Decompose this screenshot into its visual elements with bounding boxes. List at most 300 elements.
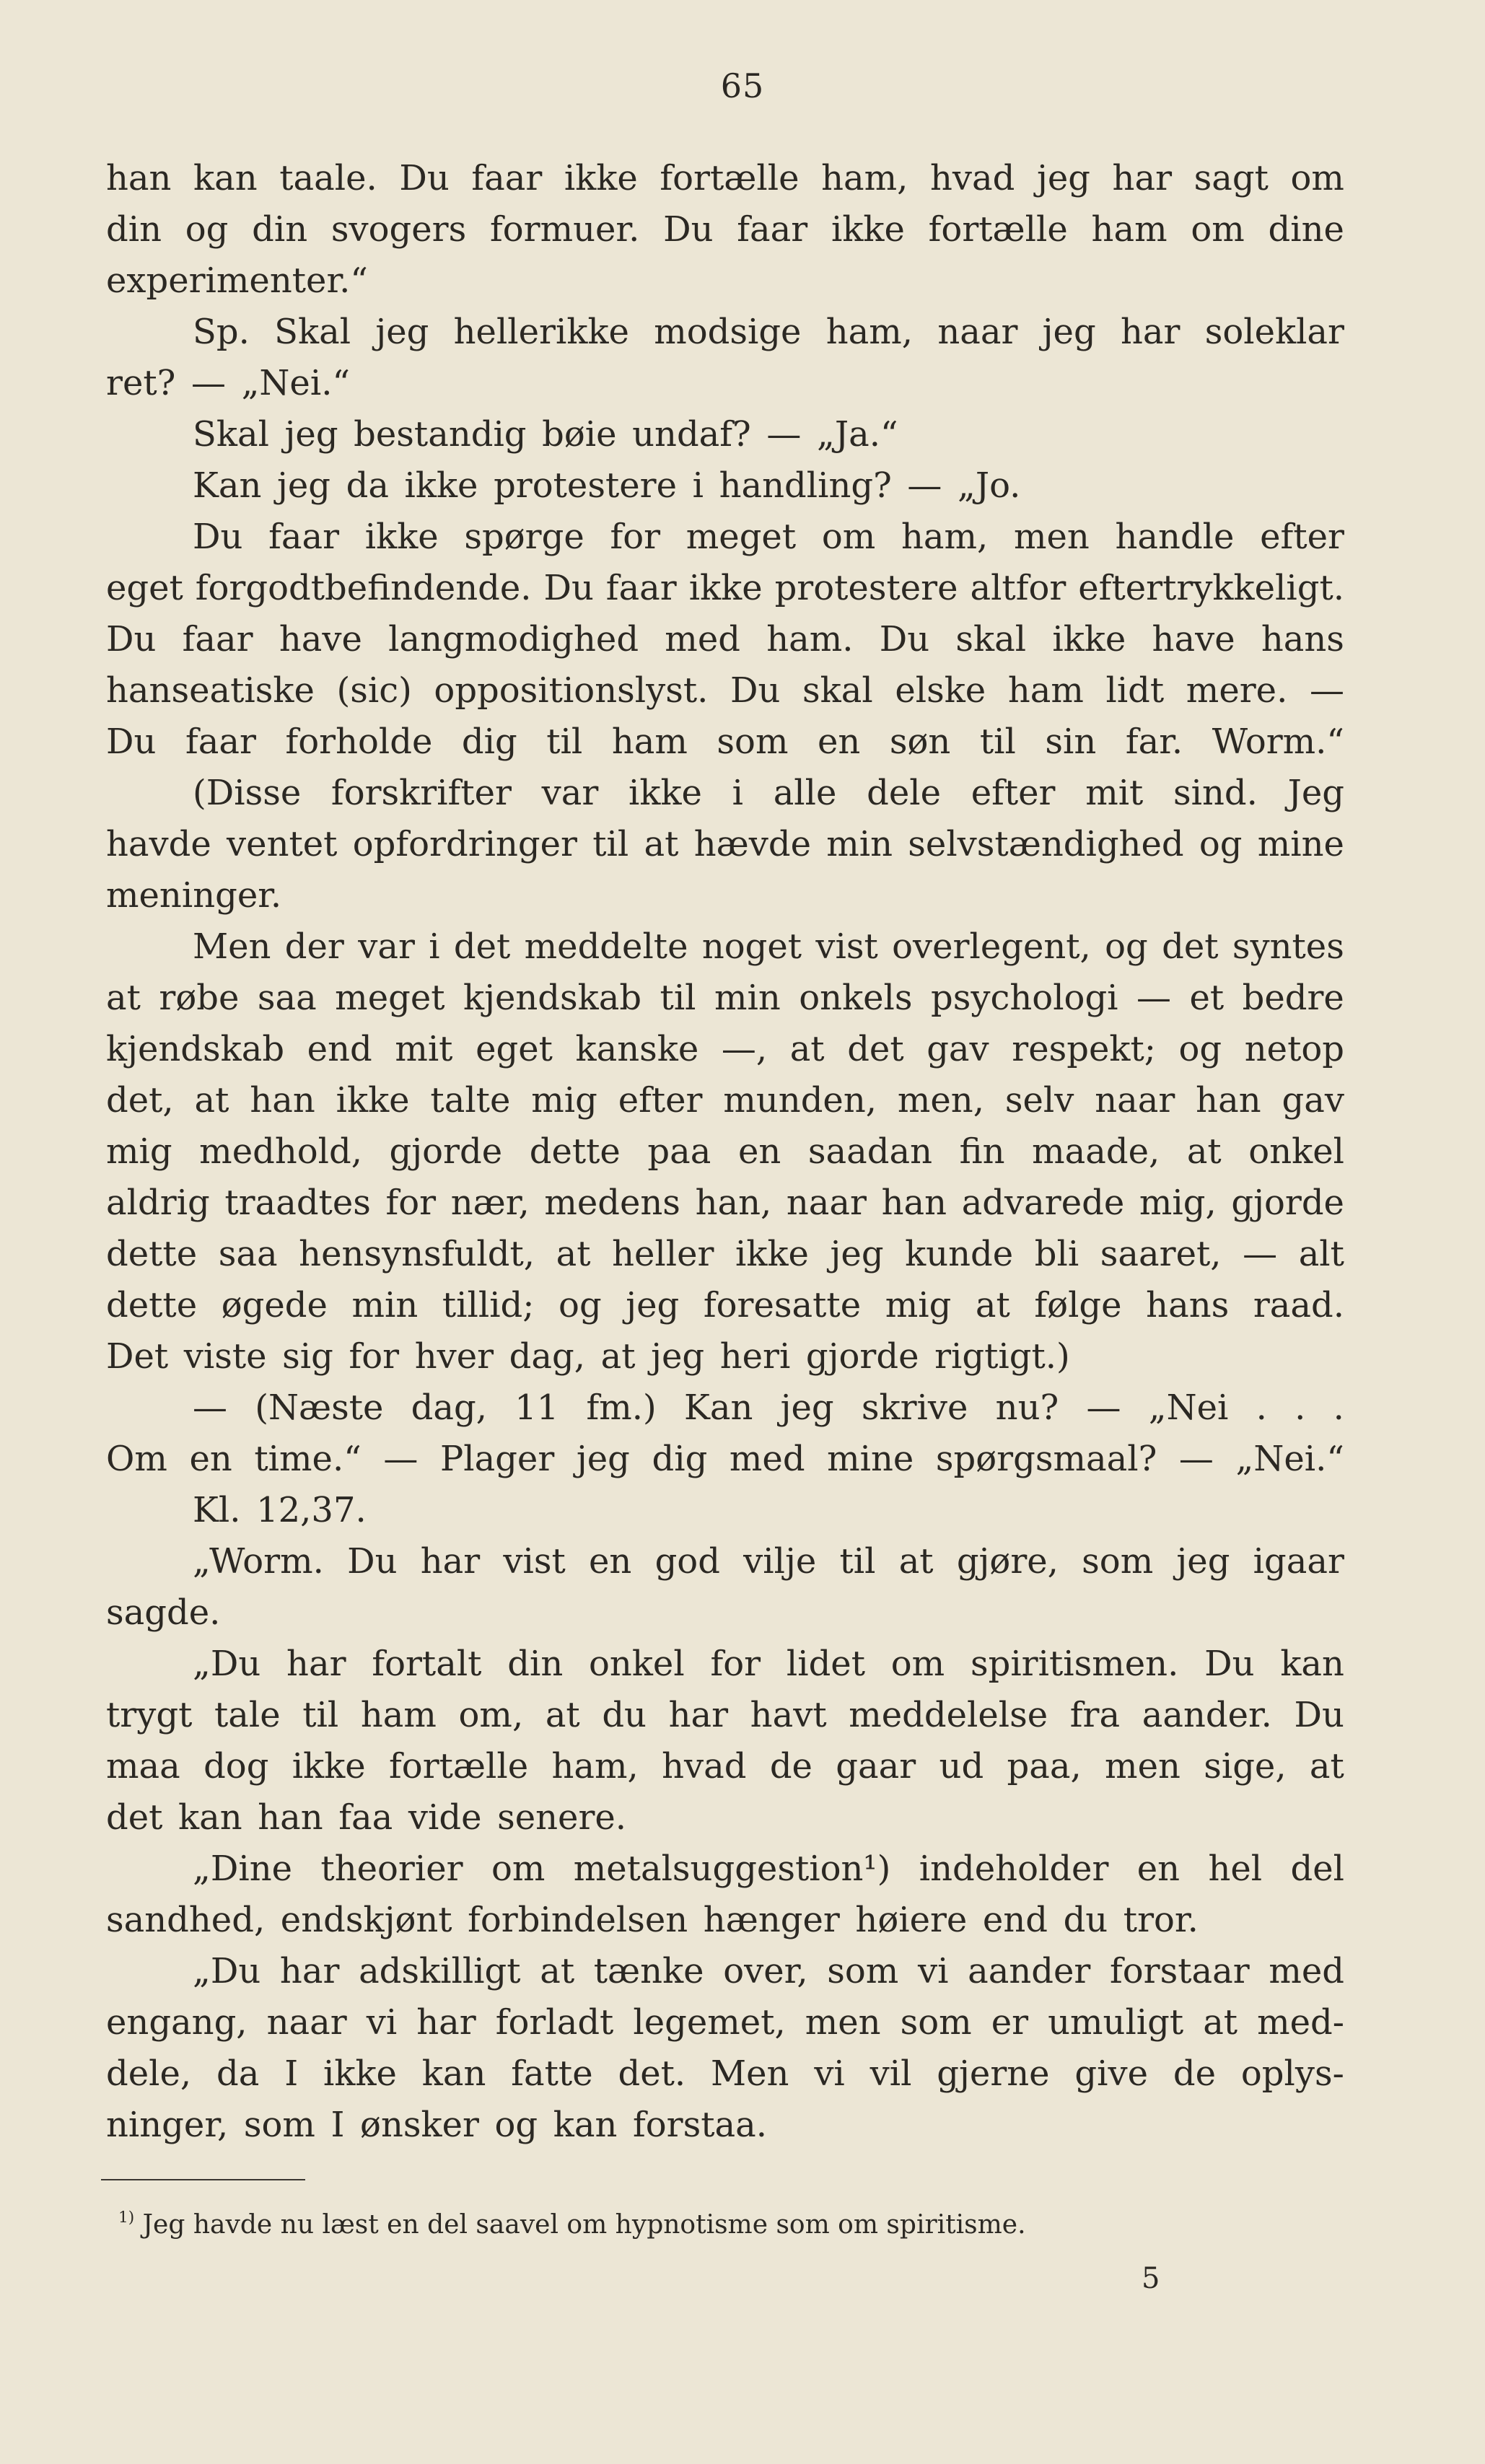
word: mig,	[1139, 1183, 1217, 1223]
word: —	[1136, 978, 1171, 1018]
word: spørgsmaal?	[935, 1439, 1157, 1479]
word: Plager	[439, 1439, 555, 1479]
word: advarede	[961, 1183, 1125, 1223]
word: dag,	[509, 1336, 585, 1377]
text-line	[106, 204, 1344, 255]
word: jeg	[375, 312, 429, 352]
word: kan	[193, 158, 258, 198]
word: spiritismen.	[970, 1644, 1179, 1684]
word: det	[453, 926, 511, 967]
word: en	[818, 722, 861, 762]
word: eget	[106, 568, 183, 608]
word: nær,	[450, 1183, 530, 1223]
word: „Nei.“	[1235, 1439, 1344, 1479]
word: vist	[503, 1541, 566, 1582]
word: øgede	[221, 1285, 328, 1325]
word: vide	[408, 1797, 482, 1838]
word: at	[1309, 1746, 1344, 1786]
word: at	[106, 978, 141, 1018]
word: men	[1105, 1746, 1180, 1786]
word: sagt	[1193, 158, 1269, 198]
word: ikke	[628, 773, 702, 813]
word: sige,	[1204, 1746, 1287, 1786]
word: Worm.“	[1212, 722, 1344, 762]
word: —	[1086, 1387, 1121, 1428]
word: Men	[193, 926, 271, 967]
word: ham	[611, 722, 688, 762]
text-line	[106, 1382, 1344, 1434]
word: har	[286, 1644, 346, 1684]
word: meddelelse	[849, 1695, 1048, 1735]
word: hvad	[662, 1746, 747, 1786]
word: tale	[214, 1695, 281, 1735]
text-line	[106, 409, 1344, 460]
word: ikke	[735, 1234, 809, 1274]
word: —	[907, 465, 942, 506]
text-line	[106, 716, 1344, 768]
word: Men	[711, 2053, 789, 2094]
word: han,	[695, 1183, 772, 1223]
word: mine	[827, 1439, 914, 1479]
word: gjorde	[389, 1131, 503, 1172]
word: til	[839, 1541, 876, 1582]
word: fortælle	[928, 209, 1068, 250]
text-line	[106, 1997, 1344, 2048]
word: indeholder	[919, 1849, 1109, 1889]
word: Det	[106, 1336, 169, 1377]
word: paa,	[1007, 1746, 1082, 1786]
word: onkel	[1248, 1131, 1344, 1172]
text-line	[106, 973, 1344, 1024]
text-line	[106, 460, 1344, 512]
word: om	[1191, 209, 1245, 250]
word: meddelte	[524, 926, 688, 967]
word: Du	[347, 1541, 398, 1582]
text-line	[106, 1536, 1344, 1587]
word: faar	[471, 158, 543, 198]
word: efter	[1260, 517, 1344, 557]
word: hanseatiske	[106, 670, 315, 711]
word: raad.	[1253, 1285, 1344, 1325]
word: har	[1120, 312, 1180, 352]
word: hver	[414, 1336, 494, 1377]
word: fortalt	[372, 1644, 482, 1684]
word: det.	[618, 2053, 686, 2094]
word: eftertrykkeligt.	[1078, 568, 1344, 608]
footnote-divider	[101, 2179, 305, 2180]
word: senere.	[497, 1797, 627, 1838]
word: kjendskab	[463, 978, 642, 1018]
word: „Nei.“	[241, 363, 350, 403]
word: det,	[106, 1080, 174, 1121]
word: en	[1136, 1849, 1180, 1889]
word: hans	[1146, 1285, 1230, 1325]
word: kanske	[575, 1029, 699, 1069]
word: til	[592, 824, 629, 864]
word: tror.	[1123, 1900, 1199, 1940]
word: protestere	[774, 568, 958, 608]
word: bøie	[542, 414, 617, 455]
word: faar	[737, 209, 808, 250]
word: dine	[1268, 209, 1344, 250]
word: „Du	[193, 1951, 261, 1991]
word: han	[881, 1183, 947, 1223]
text-line	[106, 1639, 1344, 1690]
word: for	[710, 1644, 761, 1684]
word: forbindelsen	[468, 1900, 688, 1940]
word: dig	[461, 722, 517, 762]
word: jeg	[830, 1234, 884, 1274]
word: mig	[885, 1285, 952, 1325]
word: aldrig	[106, 1183, 210, 1223]
text-line	[106, 768, 1344, 819]
word: opfordringer	[352, 824, 577, 864]
word: legemet,	[633, 2002, 786, 2043]
word: sind.	[1173, 773, 1258, 813]
word: munden,	[723, 1080, 877, 1121]
word: da	[216, 2053, 260, 2094]
word: og	[494, 2105, 538, 2145]
word: oppositionslyst.	[434, 670, 709, 711]
word: skrive	[861, 1387, 968, 1428]
word: fin	[959, 1131, 1005, 1172]
word: mit	[395, 1029, 453, 1069]
word: til	[302, 1695, 339, 1735]
word: naar	[937, 312, 1018, 352]
word: men	[1013, 517, 1090, 557]
word: hævde	[693, 824, 811, 864]
word: end	[307, 1029, 372, 1069]
word: faar	[185, 722, 256, 762]
word: Du	[879, 619, 930, 659]
word: har	[1112, 158, 1173, 198]
word: give	[1074, 2053, 1149, 2094]
word: fatte	[511, 2053, 593, 2094]
footnote-text: Jeg havde nu læst en del saavel om hypnotisme som om spiritisme.	[142, 2210, 1026, 2240]
text-line	[106, 1843, 1344, 1895]
word: du	[1063, 1900, 1108, 1940]
word: Du	[543, 568, 594, 608]
word: faar	[182, 619, 253, 659]
word: del	[1290, 1849, 1344, 1889]
word: netop	[1244, 1029, 1344, 1069]
word: hel	[1208, 1849, 1263, 1889]
text-line	[106, 1280, 1344, 1331]
word: viste	[183, 1336, 267, 1377]
word: ham	[360, 1695, 437, 1735]
word: Du	[1294, 1695, 1344, 1735]
word: han	[258, 1797, 323, 1838]
word: ikke	[564, 158, 638, 198]
word: Du	[193, 517, 243, 557]
word: noget	[701, 926, 802, 967]
footnote-marker: 1)	[118, 2208, 135, 2227]
word: mine	[1257, 824, 1344, 864]
word: jeg	[276, 465, 330, 506]
word: ham,	[551, 1746, 639, 1786]
word: altfor	[970, 568, 1066, 608]
word: I	[284, 2053, 299, 2094]
word: naar	[1095, 1080, 1175, 1121]
word: (Disse	[193, 773, 302, 813]
word: hænger	[703, 1900, 840, 1940]
text-line	[106, 1024, 1344, 1075]
word: en	[589, 1541, 632, 1582]
word: det	[106, 1797, 163, 1838]
word: taale.	[279, 158, 377, 198]
word: .	[1295, 1387, 1306, 1428]
word: der	[284, 926, 344, 967]
word: høiere	[855, 1900, 968, 1940]
word: dog	[203, 1746, 269, 1786]
word: —	[193, 1387, 227, 1428]
word: adskilligt	[359, 1951, 521, 1991]
word: syntes	[1232, 926, 1344, 967]
word: i	[732, 773, 743, 813]
word: onkel	[589, 1644, 685, 1684]
word: Skal	[274, 312, 351, 352]
word: rigtigt.)	[934, 1336, 1070, 1377]
word: mig	[531, 1080, 597, 1121]
word: at	[644, 824, 679, 864]
word: endskjønt	[280, 1900, 452, 1940]
text-line	[106, 358, 1344, 409]
word: kan	[421, 2053, 486, 2094]
word: at	[1186, 1131, 1222, 1172]
word: alle	[773, 773, 837, 813]
word: at	[556, 1234, 591, 1274]
word: ikke	[404, 465, 478, 506]
word: med	[665, 619, 740, 659]
word: medhold,	[199, 1131, 362, 1172]
text-line	[106, 2048, 1344, 2100]
word: i	[429, 926, 440, 967]
word: forskrifter	[330, 773, 512, 813]
word: fm.)	[586, 1387, 657, 1428]
word: de	[769, 1746, 812, 1786]
word: ikke	[323, 2053, 397, 2094]
word: gjøre,	[956, 1541, 1059, 1582]
word: kunde	[905, 1234, 1014, 1274]
word: om	[1290, 158, 1344, 198]
word: dele,	[106, 2053, 192, 2094]
word: at	[545, 1695, 580, 1735]
word: selvstændighed	[908, 824, 1184, 864]
word: forladt	[495, 2002, 614, 2043]
word: medens	[544, 1183, 680, 1223]
word: protestere	[494, 465, 678, 506]
word: det	[847, 1029, 904, 1069]
word: „Nei	[1148, 1387, 1229, 1428]
word: langmodighed	[388, 619, 639, 659]
word: da	[346, 465, 389, 506]
word: saaret,	[1100, 1234, 1222, 1274]
word: faar	[605, 568, 677, 608]
word: Du	[399, 158, 450, 198]
word: experimenter.“	[106, 260, 368, 301]
word: skal	[802, 670, 873, 711]
word: fra	[1069, 1695, 1121, 1735]
word: overlegent,	[892, 926, 1091, 967]
word: jeg	[284, 414, 338, 455]
word: hans	[1261, 619, 1344, 659]
word: nu?	[995, 1387, 1059, 1428]
word: dig	[652, 1439, 708, 1479]
text-line	[106, 1485, 1344, 1536]
word: følge	[1034, 1285, 1122, 1325]
word: har	[668, 1695, 729, 1735]
word: vil	[869, 2053, 912, 2094]
word: kan	[553, 2105, 618, 2145]
word: jeg	[651, 1336, 705, 1377]
word: han	[106, 158, 172, 198]
word: min	[826, 824, 893, 864]
word: som	[1082, 1541, 1154, 1582]
word: skal	[955, 619, 1027, 659]
word: Om	[106, 1439, 167, 1479]
word: —	[1243, 1234, 1278, 1274]
word: ham,	[901, 517, 989, 557]
word: —	[190, 363, 226, 403]
word: hvad	[929, 158, 1015, 198]
word: elske	[895, 670, 986, 711]
word: selv	[1004, 1080, 1074, 1121]
word: var	[541, 773, 599, 813]
word: mit	[1085, 773, 1144, 813]
word: og	[1105, 926, 1148, 967]
word: har	[420, 1541, 481, 1582]
word: om,	[458, 1695, 524, 1735]
word: jeg	[1036, 158, 1090, 198]
word: hensynsfuldt,	[299, 1234, 535, 1274]
word: ninger,	[106, 2105, 229, 2145]
word: til	[660, 978, 696, 1018]
printer-signature-mark: 5	[1142, 2262, 1160, 2295]
word: gjerne	[937, 2053, 1050, 2094]
word: røbe	[159, 978, 240, 1018]
word: at	[789, 1029, 825, 1069]
word: bedre	[1242, 978, 1344, 1018]
word: Du	[106, 722, 157, 762]
word: dele	[867, 773, 941, 813]
word: at	[600, 1336, 636, 1377]
word: ikke	[1052, 619, 1126, 659]
text-line	[106, 1178, 1344, 1229]
word: bli	[1034, 1234, 1079, 1274]
word: om	[491, 1849, 546, 1889]
word: dette	[106, 1285, 198, 1325]
word: respekt;	[1012, 1029, 1156, 1069]
word: —	[1178, 1439, 1214, 1479]
word: svogers	[330, 209, 467, 250]
word: gjorde	[1231, 1183, 1344, 1223]
word: Kan	[193, 465, 262, 506]
word: er	[991, 2002, 1029, 2043]
word: ikke	[292, 1746, 366, 1786]
word: din	[106, 209, 162, 250]
footnote	[118, 2208, 1026, 2242]
word: med	[1269, 1951, 1344, 1991]
word: en	[189, 1439, 232, 1479]
word: sin	[1045, 722, 1097, 762]
word: ret?	[106, 363, 176, 403]
word: ud	[939, 1746, 984, 1786]
word: en	[737, 1131, 781, 1172]
word: „Worm.	[193, 1541, 324, 1582]
word: ham.	[766, 619, 854, 659]
word: time.“	[254, 1439, 362, 1479]
word: forstaa.	[632, 2105, 767, 2145]
word: det	[1162, 926, 1219, 967]
word: Du	[106, 619, 157, 659]
word: om	[890, 1644, 945, 1684]
word: min	[714, 978, 781, 1018]
word: som	[243, 2105, 315, 2145]
text-line	[106, 1741, 1344, 1792]
word: „Dine	[193, 1849, 293, 1889]
word: at	[540, 1951, 575, 1991]
word: theorier	[320, 1849, 463, 1889]
word: formuer.	[489, 209, 640, 250]
word: saa	[218, 1234, 278, 1274]
word: far.	[1125, 722, 1183, 762]
word: meninger.	[106, 875, 282, 916]
word: .	[1256, 1387, 1267, 1428]
word: søn	[889, 722, 951, 762]
word: forholde	[285, 722, 433, 762]
word: min	[351, 1285, 419, 1325]
word: soleklar	[1204, 312, 1344, 352]
word: maade,	[1032, 1131, 1160, 1172]
word: ikke	[364, 517, 439, 557]
text-line	[106, 1434, 1344, 1485]
word: handling?	[719, 465, 892, 506]
word: til	[546, 722, 583, 762]
word: traadtes	[224, 1183, 371, 1223]
word: „Ja.“	[816, 414, 898, 455]
word: du	[602, 1695, 647, 1735]
word: ikke	[688, 568, 763, 608]
word: han	[1196, 1080, 1261, 1121]
word: lidet	[786, 1644, 865, 1684]
word: havde	[106, 824, 211, 864]
word: end	[982, 1900, 1048, 1940]
word: gjorde	[805, 1336, 919, 1377]
word: maa	[106, 1746, 180, 1786]
word: som	[900, 2002, 972, 2043]
word: .	[1333, 1387, 1344, 1428]
body-text	[106, 153, 1344, 2151]
text-line	[106, 1331, 1344, 1382]
word: —,	[721, 1029, 768, 1069]
word: undaf?	[632, 414, 751, 455]
word: men,	[897, 1080, 984, 1121]
word: talte	[430, 1080, 511, 1121]
word: og	[1178, 1029, 1222, 1069]
text-line	[106, 512, 1344, 563]
text-line	[106, 1126, 1344, 1178]
text-line	[106, 1792, 1344, 1843]
word: om	[821, 517, 876, 557]
word: for	[385, 1183, 437, 1223]
word: din	[507, 1644, 564, 1684]
word: kan	[1280, 1644, 1344, 1684]
word: foresatte	[703, 1285, 862, 1325]
word: eget	[476, 1029, 553, 1069]
word: gaar	[836, 1746, 916, 1786]
word: han	[250, 1080, 315, 1121]
word: ønsker	[360, 2105, 479, 2145]
